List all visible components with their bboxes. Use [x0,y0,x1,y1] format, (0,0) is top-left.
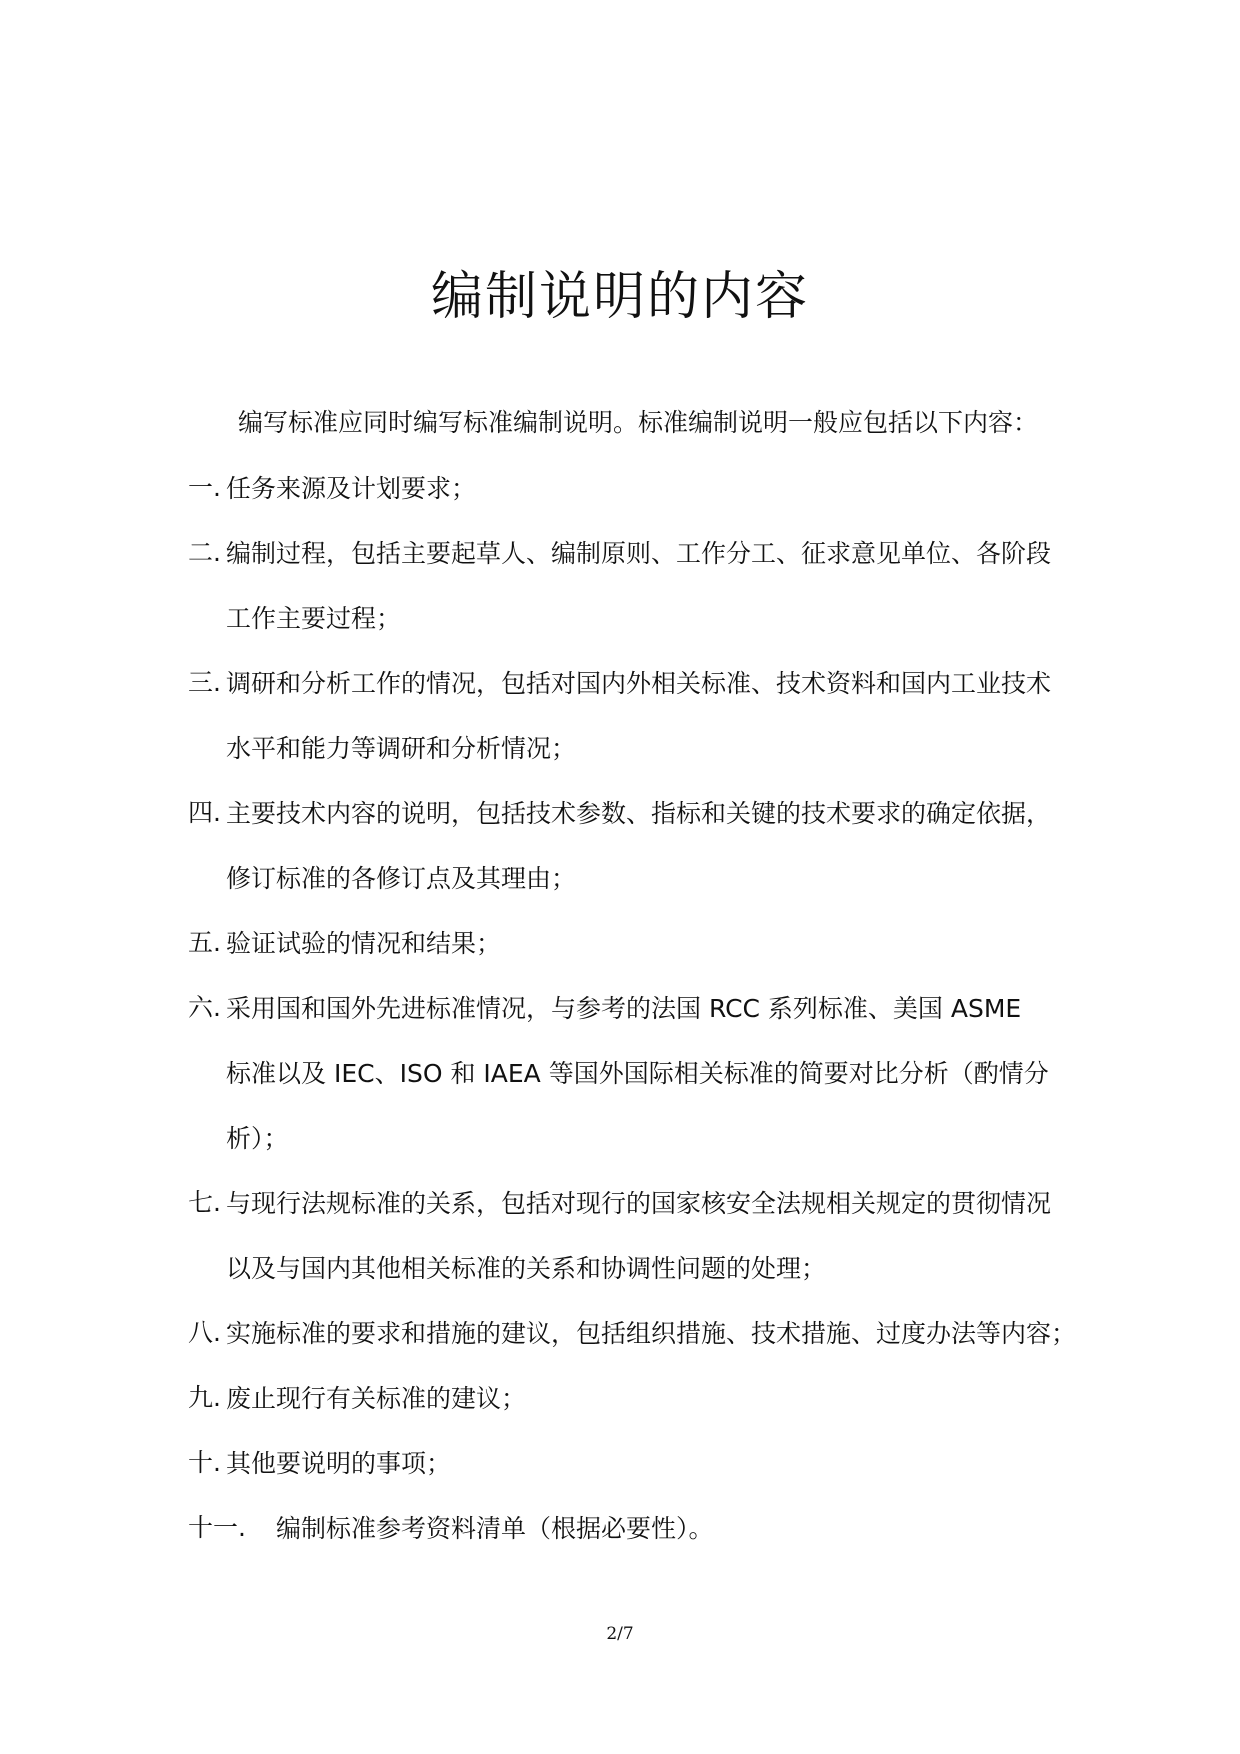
list-item [188,795,1088,911]
list-item-marker: 二. [188,538,221,567]
list-item-text: 与现行法规标准的关系，包括对现行的国家核安全法规相关规定的贯彻情况以及与国内其他相关标准的关系和协调性问题的处理； [226,1189,1052,1283]
document-title: 编制说明的内容 [430,267,809,327]
list-item [188,925,1088,976]
list-item-marker: 十. [188,1448,221,1477]
list-item [188,1445,1088,1496]
list-item-marker: 十一. [188,1513,246,1542]
list-item [188,1185,1088,1301]
list-item-marker: 六. [188,993,221,1022]
list-item-text: 实施标准的要求和措施的建议，包括组织措施、技术措施、过度办法等内容； [226,1319,1077,1348]
list-item-marker: 四. [188,798,221,827]
list-item-marker: 一. [188,473,221,502]
list-item-text: 主要技术内容的说明，包括技术参数、指标和关键的技术要求的确定依据，修订标准的各修订点及其理由； [226,799,1052,893]
list-item [188,535,1088,651]
list-item-text: 采用国和国外先进标准情况，与参考的法国 RCC 系列标准、美国 ASME 标准以及 IEC、ISO 和 IAEA 等国外国际相关标准的简要对比分析（酌情分析）； [226,994,1049,1153]
list-item-marker: 八. [188,1318,221,1347]
list-item-text: 调研和分析工作的情况，包括对国内外相关标准、技术资料和国内工业技术水平和能力等调研和分析情况； [226,669,1052,763]
list-item-text: 任务来源及计划要求； [226,474,477,503]
list-item [188,1380,1088,1431]
intro-paragraph: 编写标准应同时编写标准编制说明。标准编制说明一般应包括以下内容： [238,408,1039,437]
list-item-text: 编制标准参考资料清单（根据必要性）。 [276,1514,714,1543]
list-item [188,665,1088,781]
list-item-text: 废止现行有关标准的建议； [226,1384,527,1413]
list-item-text: 其他要说明的事项； [226,1449,452,1478]
list-item-text: 编制过程，包括主要起草人、编制原则、工作分工、征求意见单位、各阶段工作主要过程； [226,539,1052,633]
list-item [188,990,1088,1171]
page-number: 2/7 [606,1624,634,1644]
list-item [188,1510,1088,1561]
list-item-marker: 九. [188,1383,221,1412]
list-item-marker: 五. [188,928,221,957]
list-item-marker: 七. [188,1188,221,1217]
list-item [188,1315,1088,1366]
list-item-text: 验证试验的情况和结果； [226,929,502,958]
list-item [188,470,1088,521]
list-item-marker: 三. [188,668,221,697]
